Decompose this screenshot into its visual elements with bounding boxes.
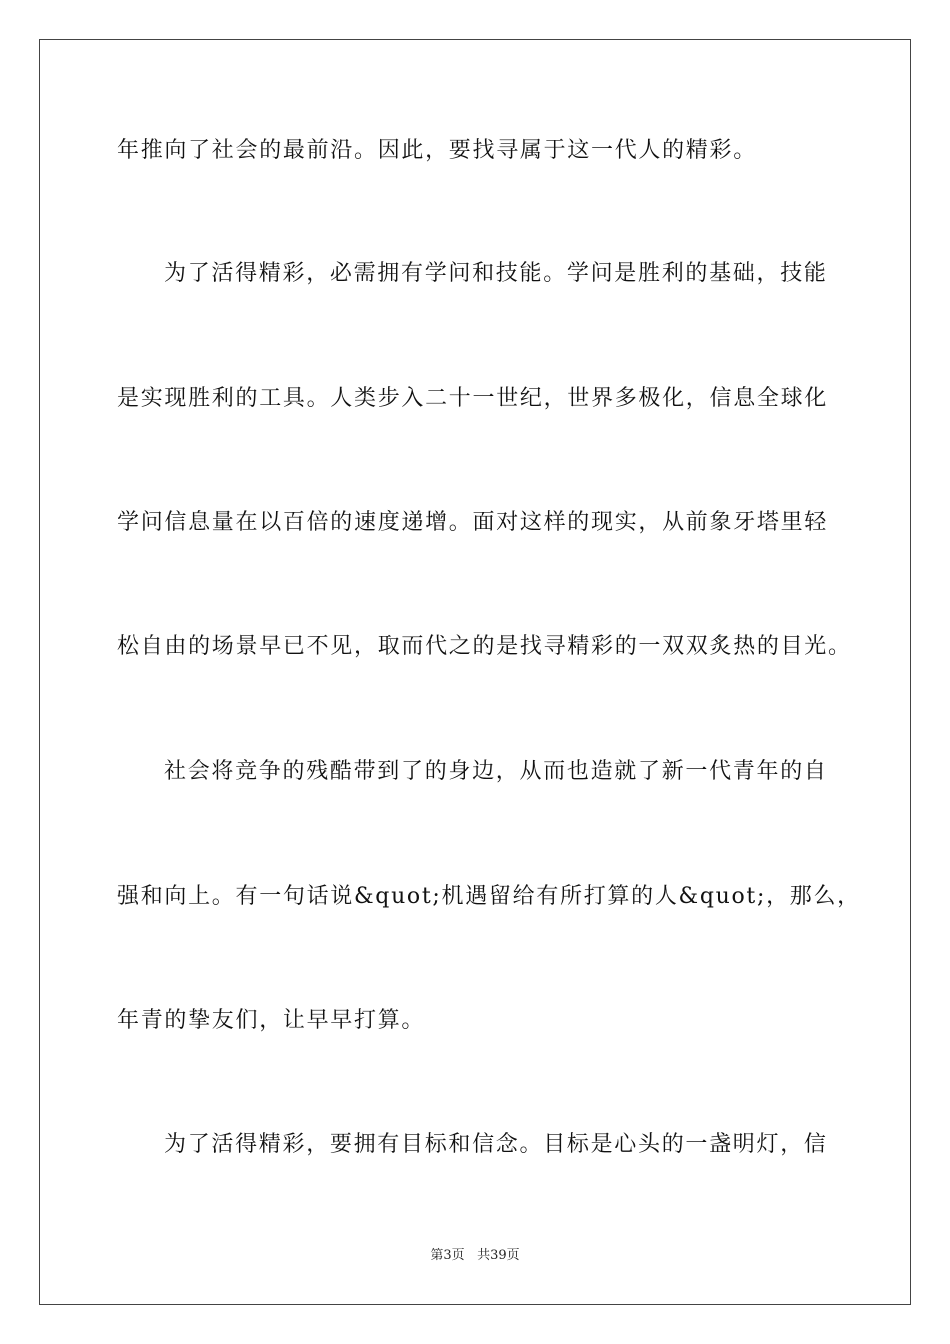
text-line-8: 年青的挚友们，让早早打算。 bbox=[117, 1008, 426, 1033]
text-line-3: 是实现胜利的工具。人类步入二十一世纪，世界多极化，信息全球化 bbox=[117, 386, 829, 411]
text-line-1: 年推向了社会的最前沿。因此，要找寻属于这一代人的精彩。 bbox=[117, 138, 757, 163]
page-footer bbox=[0, 1244, 950, 1263]
text-line-4: 学问信息量在以百倍的速度递增。面对这样的现实，从前象牙塔里轻 bbox=[117, 510, 829, 535]
text-line-5: 松自由的场景早已不见，取而代之的是找寻精彩的一双双炙热的目光。 bbox=[117, 634, 852, 659]
page-border bbox=[39, 39, 911, 1305]
page-number: 第3页 bbox=[430, 1248, 465, 1263]
text-line-9: 为了活得精彩，要拥有目标和信念。目标是心头的一盏明灯，信 bbox=[164, 1132, 828, 1157]
text-line-7: 强和向上。有一句话说&quot;机遇留给有所打算的人&quot;，那么， bbox=[117, 884, 861, 909]
text-line-6: 社会将竞争的残酷带到了的身边，从而也造就了新一代青年的自 bbox=[164, 759, 828, 784]
text-line-2: 为了活得精彩，必需拥有学问和技能。学问是胜利的基础，技能 bbox=[164, 261, 828, 286]
page-total: 共39页 bbox=[477, 1248, 520, 1263]
